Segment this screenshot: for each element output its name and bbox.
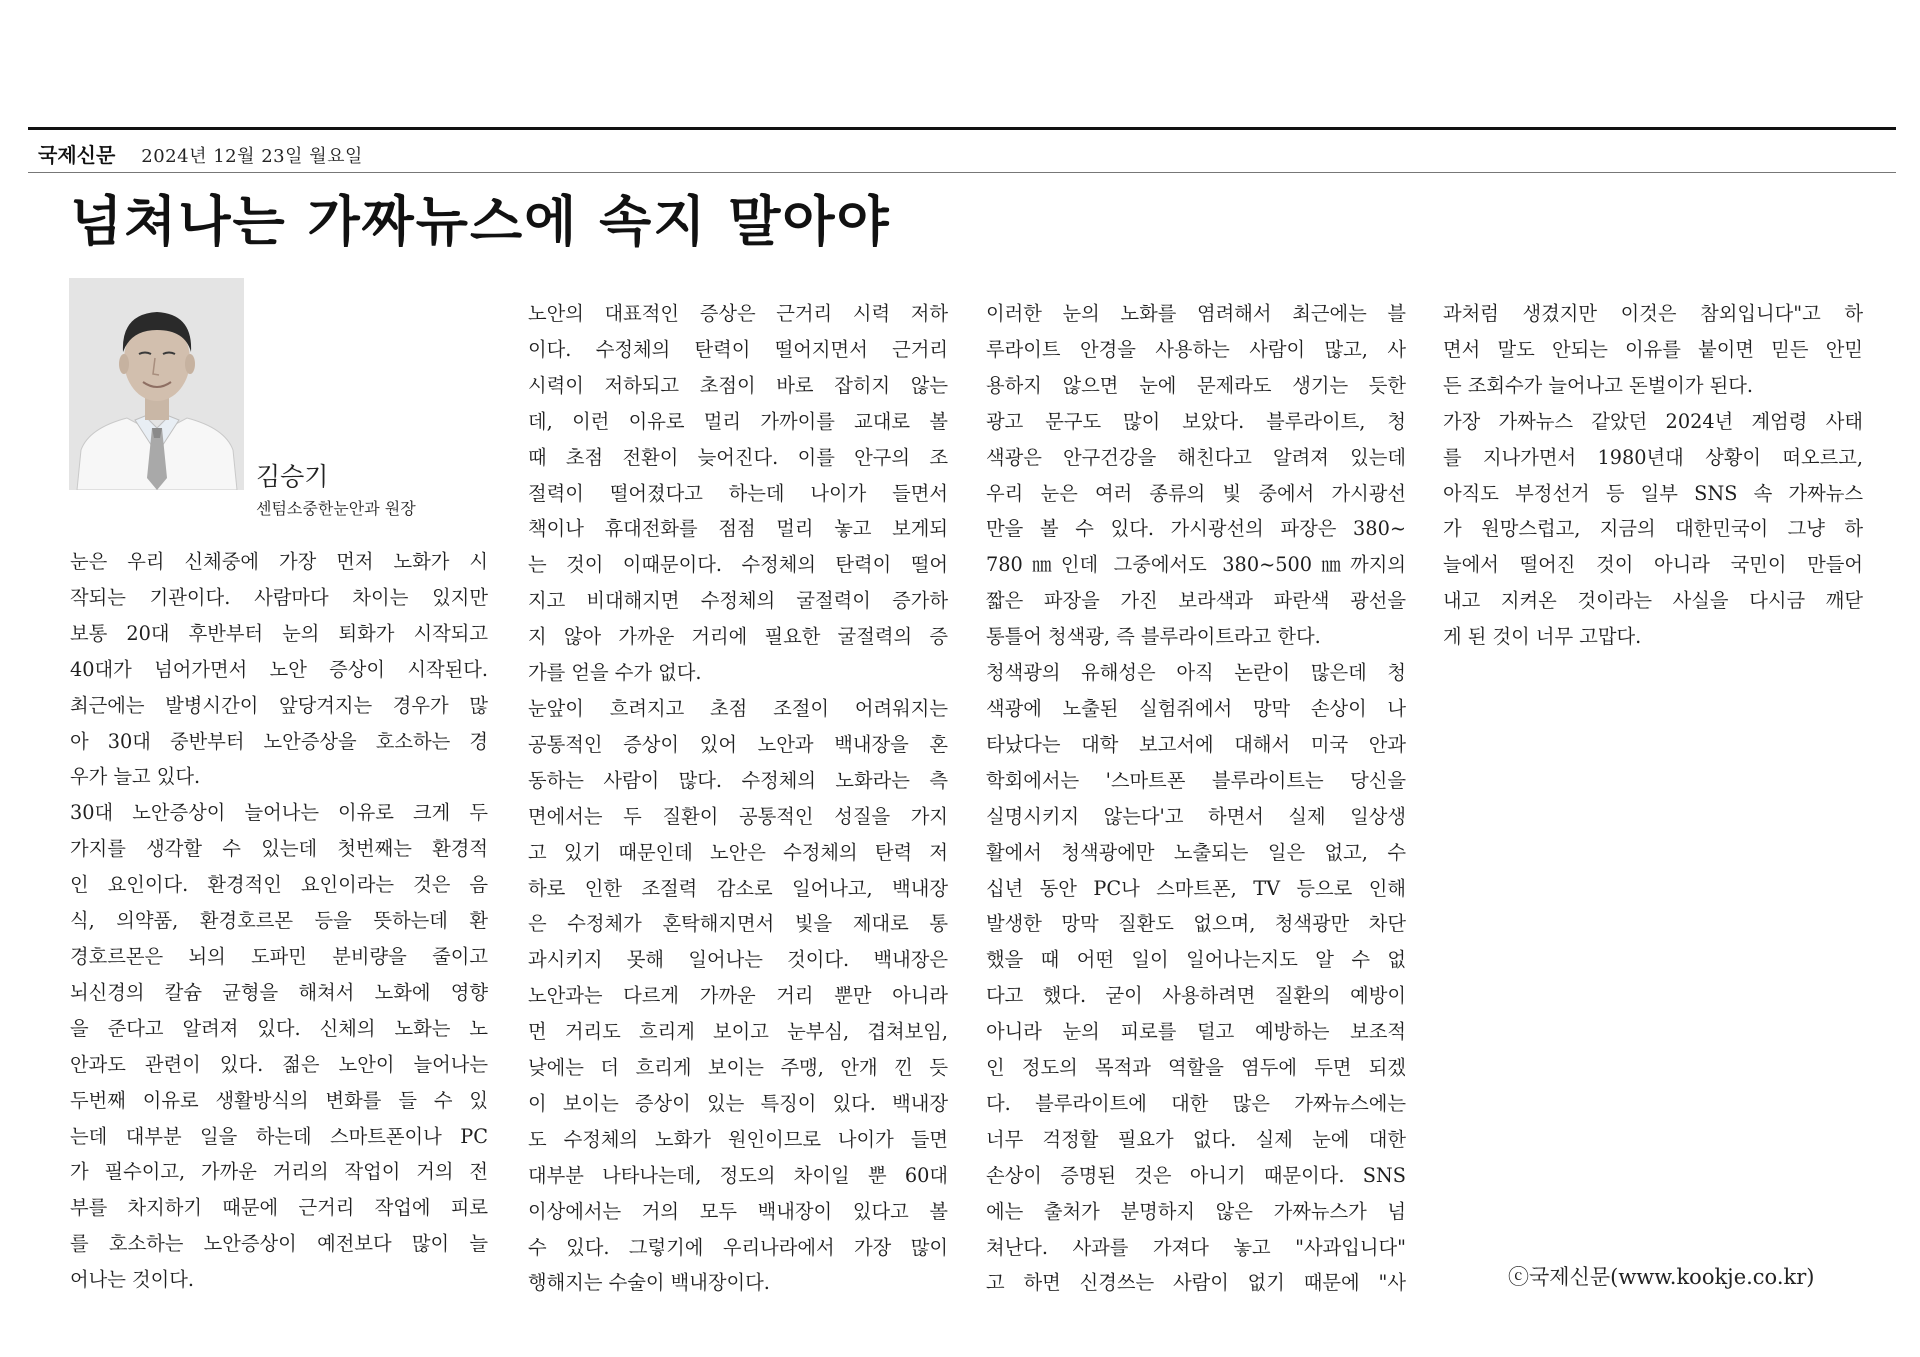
body-line: 게 된 것이 너무 고맙다. bbox=[1443, 625, 1642, 649]
body-line: 수 있다. 그렇기에 우리나라에서 가장 많이 bbox=[528, 1235, 948, 1259]
author-photo bbox=[69, 278, 244, 490]
body-line: 최근에는 발병시간이 앞당겨지는 경우가 많 bbox=[70, 693, 488, 717]
body-line: 를 호소하는 노안증상이 예전보다 많이 늘 bbox=[70, 1232, 488, 1256]
body-line: 를 지나가면서 1980년대 상황이 떠오르고, bbox=[1443, 445, 1863, 469]
body-line: 만을 볼 수 있다. 가시광선의 파장은 380~ bbox=[986, 517, 1406, 541]
body-line: 도 수정체의 노화가 원인이므로 나이가 들면 bbox=[528, 1127, 948, 1151]
body-line: 가 원망스럽고, 지금의 대한민국이 그냥 하 bbox=[1443, 517, 1863, 541]
headline: 넘쳐나는 가짜뉴스에 속지 말아야 bbox=[70, 190, 891, 253]
masthead bbox=[38, 139, 363, 169]
body-line: 짧은 파장을 가진 보라색과 파란색 광선을 bbox=[986, 589, 1406, 613]
body-line: 학회에서는 '스마트폰 블루라이트는 당신을 bbox=[986, 768, 1406, 792]
body-line: 우가 늘고 있다. bbox=[70, 765, 201, 789]
body-line: 면서 말도 안되는 이유를 붙이면 믿든 안믿 bbox=[1443, 337, 1863, 361]
body-line: 실명시키지 않는다'고 하면서 실제 일상생 bbox=[986, 804, 1406, 828]
body-line: 인 요인이다. 환경적인 요인이라는 것은 음 bbox=[70, 873, 488, 897]
body-line: 이상에서는 거의 모두 백내장이 있다고 볼 bbox=[528, 1199, 948, 1223]
body-line: 광고 문구도 많이 보았다. 블루라이트, 청 bbox=[986, 409, 1406, 433]
body-line: 눈은 우리 신체중에 가장 먼저 노화가 시 bbox=[70, 550, 488, 573]
body-line: 은 수정체가 혼탁해지면서 빛을 제대로 통 bbox=[528, 912, 948, 936]
body-line: 고 있기 때문인데 노안은 수정체의 탄력 저 bbox=[528, 840, 948, 864]
body-line: 을 준다고 알려져 있다. 신체의 노화는 노 bbox=[70, 1016, 488, 1040]
body-line: 가지를 생각할 수 있는데 첫번째는 환경적 bbox=[70, 837, 488, 861]
author-title: 센텀소중한눈안과 원장 bbox=[256, 499, 416, 518]
body-line: 안과도 관련이 있다. 젊은 노안이 늘어나는 bbox=[70, 1052, 488, 1076]
article-column-4 bbox=[1443, 296, 1863, 655]
body-line: 식, 의약품, 환경호르몬 등을 뜻하는데 환 bbox=[70, 909, 488, 933]
body-line: 하로 인한 조절력 감소로 일어나고, 백내장 bbox=[528, 876, 948, 900]
body-line: 경호르몬은 뇌의 도파민 분비량을 줄이고 bbox=[70, 944, 488, 968]
body-line: 낮에는 더 흐리게 보이는 주맹, 안개 낀 듯 bbox=[528, 1056, 948, 1080]
body-line: 했을 때 어떤 일이 일어나는지도 알 수 없 bbox=[986, 948, 1406, 972]
body-line: 아니라 눈의 피로를 덜고 예방하는 보조적 bbox=[986, 1020, 1406, 1044]
body-line: 고 하면 신경쓰는 사람이 없기 때문에 "사 bbox=[986, 1271, 1406, 1295]
body-line: 30대 노안증상이 늘어나는 이유로 크게 두 bbox=[70, 801, 488, 825]
body-line: 는 것이 이때문이다. 수정체의 탄력이 떨어 bbox=[528, 553, 948, 577]
body-line: 발생한 망막 질환도 없으며, 청색광만 차단 bbox=[986, 912, 1406, 936]
body-line: 이 보이는 증상이 있는 특징이 있다. 백내장 bbox=[528, 1091, 948, 1115]
masthead-rule bbox=[28, 172, 1896, 173]
body-line: 두번째 이유로 생활방식의 변화를 들 수 있 bbox=[70, 1088, 488, 1112]
body-line: 40대가 넘어가면서 노안 증상이 시작된다. bbox=[70, 657, 488, 681]
body-line: 인 정도의 목적과 역할을 염두에 두면 되겠 bbox=[986, 1056, 1406, 1080]
body-line: 색광은 안구건강을 해친다고 알려져 있는데 bbox=[986, 445, 1406, 469]
article-column-3 bbox=[986, 296, 1406, 1301]
body-line: 루라이트 안경을 사용하는 사람이 많고, 사 bbox=[986, 337, 1406, 361]
body-line: 활에서 청색광에만 노출되는 일은 없고, 수 bbox=[986, 840, 1406, 864]
body-line: 지고 비대해지면 수정체의 굴절력이 증가하 bbox=[528, 589, 948, 613]
body-line: 손상이 증명된 것은 아니기 때문이다. SNS bbox=[986, 1163, 1406, 1187]
newspaper-name: 국제신문 bbox=[38, 143, 116, 167]
body-line: 용하지 않으면 눈에 문제라도 생기는 듯한 bbox=[986, 373, 1406, 397]
body-line: 가를 얻을 수가 없다. bbox=[528, 661, 702, 685]
author-portrait-image bbox=[69, 278, 244, 490]
body-line: 청색광의 유해성은 아직 논란이 많은데 청 bbox=[986, 661, 1406, 685]
body-line: 타났다는 대학 보고서에 대해서 미국 안과 bbox=[986, 732, 1406, 756]
body-line: 내고 지켜온 것이라는 사실을 다시금 깨닫 bbox=[1443, 589, 1863, 613]
body-line: 데, 이런 이유로 멀리 가까이를 교대로 볼 bbox=[528, 409, 948, 433]
body-line: 눈앞이 흐려지고 초점 조절이 어려워지는 bbox=[528, 696, 948, 720]
body-line: 작되는 기관이다. 사람마다 차이는 있지만 bbox=[70, 585, 488, 609]
body-line: 동하는 사람이 많다. 수정체의 노화라는 측 bbox=[528, 768, 948, 792]
body-line: 때 초점 전환이 늦어진다. 이를 안구의 조 bbox=[528, 445, 948, 469]
body-line: 780㎚인데 그중에서도 380~500㎚까지의 bbox=[986, 553, 1406, 577]
body-line: 너무 걱정할 필요가 없다. 실제 눈에 대한 bbox=[986, 1127, 1406, 1151]
body-line: 는데 대부분 일을 하는데 스마트폰이나 PC bbox=[70, 1124, 488, 1148]
body-line: 다고 했다. 굳이 사용하려면 질환의 예방이 bbox=[986, 984, 1406, 1008]
body-line: 다. 블루라이트에 대한 많은 가짜뉴스에는 bbox=[986, 1091, 1406, 1115]
body-line: 색광에 노출된 실험쥐에서 망막 손상이 나 bbox=[986, 696, 1406, 720]
body-line: 통틀어 청색광, 즉 블루라이트라고 한다. bbox=[986, 625, 1321, 649]
body-line: 뇌신경의 칼슘 균형을 해쳐서 노화에 영향 bbox=[70, 980, 488, 1004]
body-line: 지 않아 가까운 거리에 필요한 굴절력의 증 bbox=[528, 625, 948, 649]
body-line: 이다. 수정체의 탄력이 떨어지면서 근거리 bbox=[528, 337, 948, 361]
body-line: 먼 거리도 흐리게 보이고 눈부심, 겹쳐보임, bbox=[528, 1020, 948, 1044]
body-line: 가 필수이고, 가까운 거리의 작업이 거의 전 bbox=[70, 1160, 488, 1184]
body-line: 노안의 대표적인 증상은 근거리 시력 저하 bbox=[528, 302, 948, 325]
author-name: 김승기 bbox=[256, 462, 329, 491]
body-line: 책이나 휴대전화를 점점 멀리 놓고 보게되 bbox=[528, 517, 948, 541]
body-line: 부를 차지하기 때문에 근거리 작업에 피로 bbox=[70, 1196, 488, 1220]
copyright-credit: ⓒ국제신문(www.kookje.co.kr) bbox=[1508, 1265, 1815, 1289]
body-line: 공통적인 증상이 있어 노안과 백내장을 혼 bbox=[528, 732, 948, 756]
body-line: 든 조회수가 늘어나고 돈벌이가 된다. bbox=[1443, 373, 1754, 397]
body-line: 절력이 떨어졌다고 하는데 나이가 들면서 bbox=[528, 481, 948, 505]
body-line: 어나는 것이다. bbox=[70, 1268, 195, 1292]
body-line: 가장 가짜뉴스 같았던 2024년 계엄령 사태 bbox=[1443, 409, 1863, 433]
article-column-2 bbox=[528, 296, 948, 1301]
body-line: 십년 동안 PC나 스마트폰, TV 등으로 인해 bbox=[986, 876, 1406, 900]
author-byline bbox=[256, 462, 416, 520]
body-line: 과처럼 생겼지만 이것은 참외입니다"고 하 bbox=[1443, 302, 1863, 325]
body-line: 행해지는 수술이 백내장이다. bbox=[528, 1271, 770, 1295]
body-line: 면에서는 두 질환이 공통적인 성질을 가지 bbox=[528, 804, 948, 828]
body-line: 이러한 눈의 노화를 염려해서 최근에는 블 bbox=[986, 302, 1406, 325]
body-line: 쳐난다. 사과를 가져다 놓고 "사과입니다" bbox=[986, 1235, 1406, 1259]
body-line: 노안과는 다르게 가까운 거리 뿐만 아니라 bbox=[528, 984, 948, 1008]
issue-date: 2024년 12월 23일 월요일 bbox=[141, 146, 363, 167]
body-line: 시력이 저하되고 초점이 바로 잡히지 않는 bbox=[528, 373, 948, 397]
body-line: 에는 출처가 분명하지 않은 가짜뉴스가 넘 bbox=[986, 1199, 1406, 1223]
body-line: 대부분 나타나는데, 정도의 차이일 뿐 60대 bbox=[528, 1163, 948, 1187]
body-line: 아직도 부정선거 등 일부 SNS 속 가짜뉴스 bbox=[1443, 481, 1863, 505]
top-rule bbox=[28, 127, 1896, 130]
body-line: 늘에서 떨어진 것이 아니라 국민이 만들어 bbox=[1443, 553, 1863, 577]
body-line: 과시키지 못해 일어나는 것이다. 백내장은 bbox=[528, 948, 948, 972]
article-column-1 bbox=[70, 544, 488, 1298]
body-line: 아 30대 중반부터 노안증상을 호소하는 경 bbox=[70, 729, 488, 753]
body-line: 보통 20대 후반부터 눈의 퇴화가 시작되고 bbox=[70, 621, 488, 645]
body-line: 우리 눈은 여러 종류의 빛 중에서 가시광선 bbox=[986, 481, 1406, 505]
